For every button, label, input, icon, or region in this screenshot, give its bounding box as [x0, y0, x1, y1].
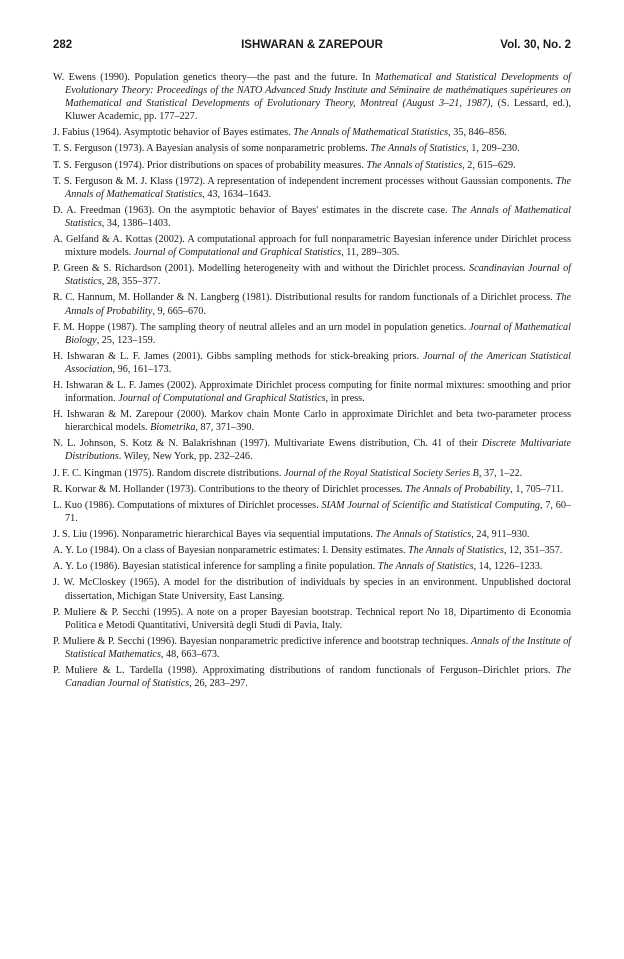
- reference-entry: [53, 635, 571, 661]
- reference-text: , 9, 665–670.: [152, 305, 206, 317]
- reference-text: , (S. Lessard, ed.), Kluwer Academic, pp. 177–227.: [65, 98, 572, 123]
- reference-text: A. Y. Lo (1986). Bayesian statistical inference for sampling a finite population.: [53, 561, 378, 573]
- volume-issue: Vol. 30, No. 2: [500, 39, 571, 51]
- reference-source-title: Biometrika: [150, 422, 196, 434]
- reference-text: R. Korwar & M. Hollander (1973). Contributions to the theory of Dirichlet processes.: [53, 483, 406, 495]
- reference-text: , 96, 161–173.: [112, 363, 172, 375]
- reference-text: D. A. Freedman (1963). On the asymptotic behavior of Bayes' estimates in the discrete case.: [53, 204, 452, 216]
- reference-entry: [53, 71, 571, 123]
- reference-source-title: The Annals of Statistics: [377, 561, 474, 573]
- reference-text: , 25, 123–159.: [96, 334, 156, 346]
- reference-text: , 14, 1226–1233.: [473, 561, 543, 573]
- reference-entry: [53, 576, 571, 602]
- reference-source-title: Scandinavian Journal of Statistics: [65, 263, 571, 288]
- reference-source-title: SIAM Journal of Scientific and Statistical Computing: [321, 499, 541, 511]
- reference-text: A. Y. Lo (1984). On a class of Bayesian nonparametric estimates: I. Density estimates.: [53, 545, 409, 557]
- reference-source-title: The Annals of Probability: [65, 292, 571, 317]
- running-title: ISHWARAN & ZAREPOUR: [241, 39, 383, 51]
- reference-text: T. S. Ferguson & M. J. Klass (1972). A representation of independent increment processes without Gaussian components.: [53, 175, 556, 187]
- reference-text: , 2, 615–629.: [462, 159, 516, 171]
- reference-text: , 24, 911–930.: [471, 529, 530, 541]
- reference-text: R. C. Hannum, M. Hollander & N. Langberg (1981). Distributional results for random functionals of a Dirichlet process.: [53, 292, 556, 304]
- reference-entry: [53, 606, 571, 632]
- reference-text: , in press.: [325, 393, 365, 405]
- reference-entry: [53, 664, 571, 690]
- reference-text: T. S. Ferguson (1974). Prior distributions on spaces of probability measures.: [53, 159, 367, 171]
- reference-text: J. F. C. Kingman (1975). Random discrete distributions.: [53, 467, 284, 479]
- reference-text: N. L. Johnson, S. Kotz & N. Balakrishnan (1997). Multivariate Ewens distribution, Ch. 41 of their: [53, 438, 482, 450]
- reference-text: J. Fabius (1964). Asymptotic behavior of Bayes estimates.: [53, 127, 294, 139]
- reference-text: H. Ishwaran & L. F. James (2001). Gibbs sampling methods for stick-breaking priors.: [53, 350, 423, 362]
- page-number: 282: [53, 39, 73, 51]
- reference-entry: [53, 291, 571, 317]
- reference-text: P. Green & S. Richardson (2001). Modelling heterogeneity with and without the Dirichlet process.: [53, 263, 470, 275]
- reference-text: , 87, 371–390.: [195, 422, 255, 434]
- reference-entry: [53, 233, 571, 259]
- reference-source-title: Discrete Multivariate Distributions: [65, 438, 572, 463]
- reference-text: , 34, 1386–1403.: [101, 217, 171, 229]
- reference-entry: [53, 142, 571, 155]
- reference-text: P. Muliere & P. Secchi (1995). A note on a proper Bayesian bootstrap. Technical report No 18, Dipartimento di Economia Politica e Metodi Quantitativi, Università degli Studi di Pavia, Italy.: [53, 606, 571, 631]
- reference-source-title: Journal of Computational and Graphical Statistics: [133, 247, 342, 259]
- reference-text: , 1, 209–230.: [466, 143, 520, 155]
- reference-source-title: Journal of Mathematical Biology: [65, 321, 571, 346]
- reference-entry: [53, 528, 571, 541]
- reference-source-title: The Annals of Statistics: [408, 545, 504, 557]
- reference-entry: [53, 175, 571, 201]
- reference-source-title: The Annals of Statistics: [366, 159, 463, 171]
- reference-entry: [53, 321, 571, 347]
- reference-entry: [53, 126, 571, 139]
- reference-entry: [53, 350, 571, 376]
- reference-source-title: The Annals of Probability: [405, 483, 511, 495]
- reference-entry: [53, 204, 571, 230]
- reference-text: , 26, 283–297.: [189, 678, 248, 690]
- reference-text: H. Ishwaran & L. F. James (2002). Approximate Dirichlet process computing for finite normal mixtures: smoothing and prior information.: [53, 380, 571, 405]
- reference-text: , 37, 1–22.: [478, 467, 523, 479]
- reference-text: , 11, 289–305.: [341, 247, 400, 259]
- reference-entry: [53, 262, 571, 288]
- reference-entry: [53, 437, 571, 463]
- reference-list: [53, 71, 571, 693]
- reference-entry: [53, 560, 571, 573]
- reference-source-title: Annals of the Institute of Statistical Mathematics: [65, 635, 572, 660]
- reference-text: T. S. Ferguson (1973). A Bayesian analysis of some nonparametric problems.: [53, 143, 371, 155]
- reference-source-title: The Annals of Statistics: [370, 143, 467, 155]
- reference-text: , 35, 846–856.: [448, 127, 507, 139]
- reference-text: L. Kuo (1986). Computations of mixtures of Dirichlet processes.: [53, 499, 322, 511]
- reference-source-title: The Annals of Mathematical Statistics: [293, 127, 449, 139]
- reference-source-title: The Annals of Mathematical Statistics: [65, 175, 571, 200]
- reference-text: , 7, 60–71.: [65, 499, 572, 524]
- reference-entry: [53, 467, 571, 480]
- reference-text: A. Gelfand & A. Kottas (2002). A computational approach for full nonparametric Bayesian inference under Dirichlet process mixture models.: [53, 234, 571, 259]
- reference-entry: [53, 483, 571, 496]
- reference-text: , 1, 705–711.: [510, 483, 564, 495]
- reference-text: , 48, 663–673.: [160, 648, 220, 660]
- running-header: [53, 39, 571, 57]
- reference-entry: [53, 379, 571, 405]
- reference-source-title: Journal of the American Statistical Association: [65, 350, 571, 375]
- reference-source-title: Journal of Computational and Graphical Statistics: [118, 393, 326, 405]
- reference-source-title: The Annals of Mathematical Statistics: [65, 204, 571, 229]
- reference-entry: [53, 499, 571, 525]
- reference-text: . Wiley, New York, pp. 232–246.: [118, 451, 253, 463]
- reference-entry: [53, 159, 571, 172]
- reference-source-title: Journal of the Royal Statistical Society Series B: [283, 467, 479, 479]
- reference-source-title: The Annals of Statistics: [375, 529, 472, 541]
- reference-source-title: The Canadian Journal of Statistics: [65, 665, 571, 690]
- reference-text: W. Ewens (1990). Population genetics theory—the past and the future. In: [53, 72, 376, 83]
- reference-text: J. W. McCloskey (1965). A model for the distribution of individuals by species in an environment. Unpublished doctoral dissertation, Michigan State University, East Lansing.: [53, 577, 571, 602]
- reference-text: , 28, 355–377.: [101, 276, 161, 288]
- reference-text: H. Ishwaran & M. Zarepour (2000). Markov chain Monte Carlo in approximate Dirichlet and beta two-parameter process hierarchical models.: [53, 409, 571, 434]
- reference-text: , 43, 1634–1643.: [202, 188, 272, 200]
- reference-text: P. Muliere & P. Secchi (1996). Bayesian nonparametric predictive inference and bootstrap techniques.: [53, 635, 471, 647]
- reference-entry: [53, 408, 571, 434]
- reference-text: P. Muliere & L. Tardella (1998). Approximating distributions of random functionals of Ferguson–Dirichlet priors.: [53, 665, 556, 677]
- reference-entry: [53, 544, 571, 557]
- reference-source-title: Mathematical and Statistical Developments of Evolutionary Theory: Proceedings of the NATO Advanced Study Institute and Séminaire de mathématiques supérieures on Mathematical and Statistical Developments of Evolutionary Theory, Montreal (August 3–21, 1987): [65, 72, 572, 110]
- reference-text: J. S. Liu (1996). Nonparametric hierarchical Bayes via sequential imputations.: [53, 529, 376, 541]
- reference-text: F. M. Hoppe (1987). The sampling theory of neutral alleles and an urn model in population genetics.: [53, 321, 470, 333]
- reference-text: , 12, 351–357.: [503, 545, 563, 557]
